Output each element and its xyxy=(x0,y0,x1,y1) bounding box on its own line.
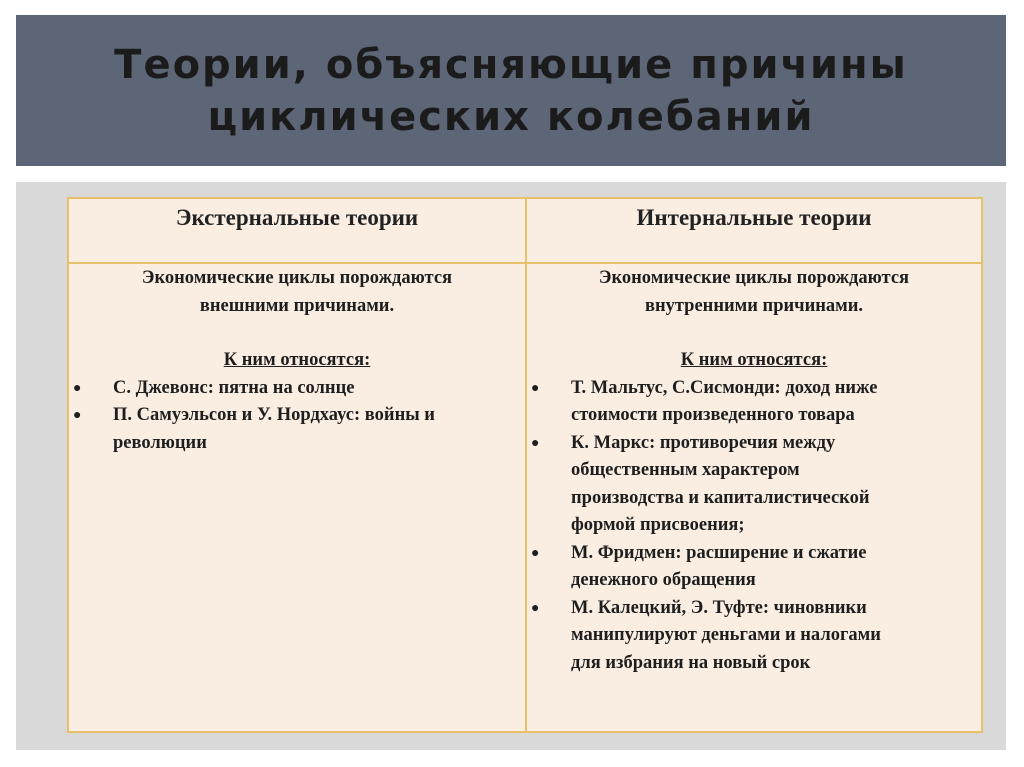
intro-line: внутренними причинами. xyxy=(644,295,864,316)
list-item xyxy=(527,595,981,678)
list-item xyxy=(69,402,525,457)
list-item-line: производства и капиталистической xyxy=(571,487,870,508)
list-item-line: С. Джевонс: пятна на солнце xyxy=(113,377,355,398)
internal-refers-heading: К ним относятся: xyxy=(680,350,828,370)
title-bar xyxy=(16,15,1006,166)
list-item-line: П. Самуэльсон и У. Нордхаус: войны и xyxy=(113,405,435,425)
list-item xyxy=(527,540,981,595)
internal-theories-list xyxy=(527,375,981,678)
intro-line: Экономические циклы порождаются xyxy=(141,268,453,288)
list-item-line: для избрания на новый срок xyxy=(571,652,811,673)
list-item-line: денежного обращения xyxy=(571,570,756,590)
header-internal: Интернальные теории xyxy=(636,205,872,230)
list-item-line: революции xyxy=(113,432,207,453)
list-item-line: стоимости произведенного товара xyxy=(571,405,855,425)
header-external: Экстернальные теории xyxy=(175,205,419,230)
list-item-line: М. Калецкий, Э. Туфте: чиновники xyxy=(571,597,867,618)
bullet-icon: ● xyxy=(73,408,82,423)
list-item-line: М. Фридмен: расширение и сжатие xyxy=(571,542,867,563)
list-item xyxy=(527,430,981,540)
internal-intro xyxy=(527,265,981,320)
internal-theories-column xyxy=(527,265,981,677)
external-theories-column xyxy=(69,265,525,457)
bullet-icon: ● xyxy=(531,435,540,451)
slide-title xyxy=(114,39,908,143)
intro-line: Экономические циклы порождаются xyxy=(598,268,910,288)
list-item-line: общественным характером xyxy=(571,460,800,480)
title-line-2: циклических колебаний xyxy=(207,93,815,140)
intro-line: внешними причинами. xyxy=(199,295,395,316)
external-refers-heading: К ним относятся: xyxy=(223,350,371,370)
list-item-line: К. Маркс: противоречия между xyxy=(571,432,836,453)
bullet-icon: ● xyxy=(531,600,540,616)
list-item-line: формой присвоения; xyxy=(571,515,745,535)
bullet-icon: ● xyxy=(531,380,540,396)
theories-table xyxy=(67,197,983,733)
external-theories-list xyxy=(69,375,525,458)
list-item-line: манипулируют деньгами и налогами xyxy=(571,625,881,645)
header-divider xyxy=(69,262,981,264)
list-item xyxy=(527,375,981,430)
title-line-1: Теории, объясняющие причины xyxy=(114,41,908,88)
bullet-icon: ● xyxy=(531,545,540,561)
list-item xyxy=(69,375,525,403)
bullet-icon: ● xyxy=(73,380,82,396)
external-intro xyxy=(69,265,525,320)
list-item-line: Т. Мальтус, С.Сисмонди: доход ниже xyxy=(571,377,878,398)
